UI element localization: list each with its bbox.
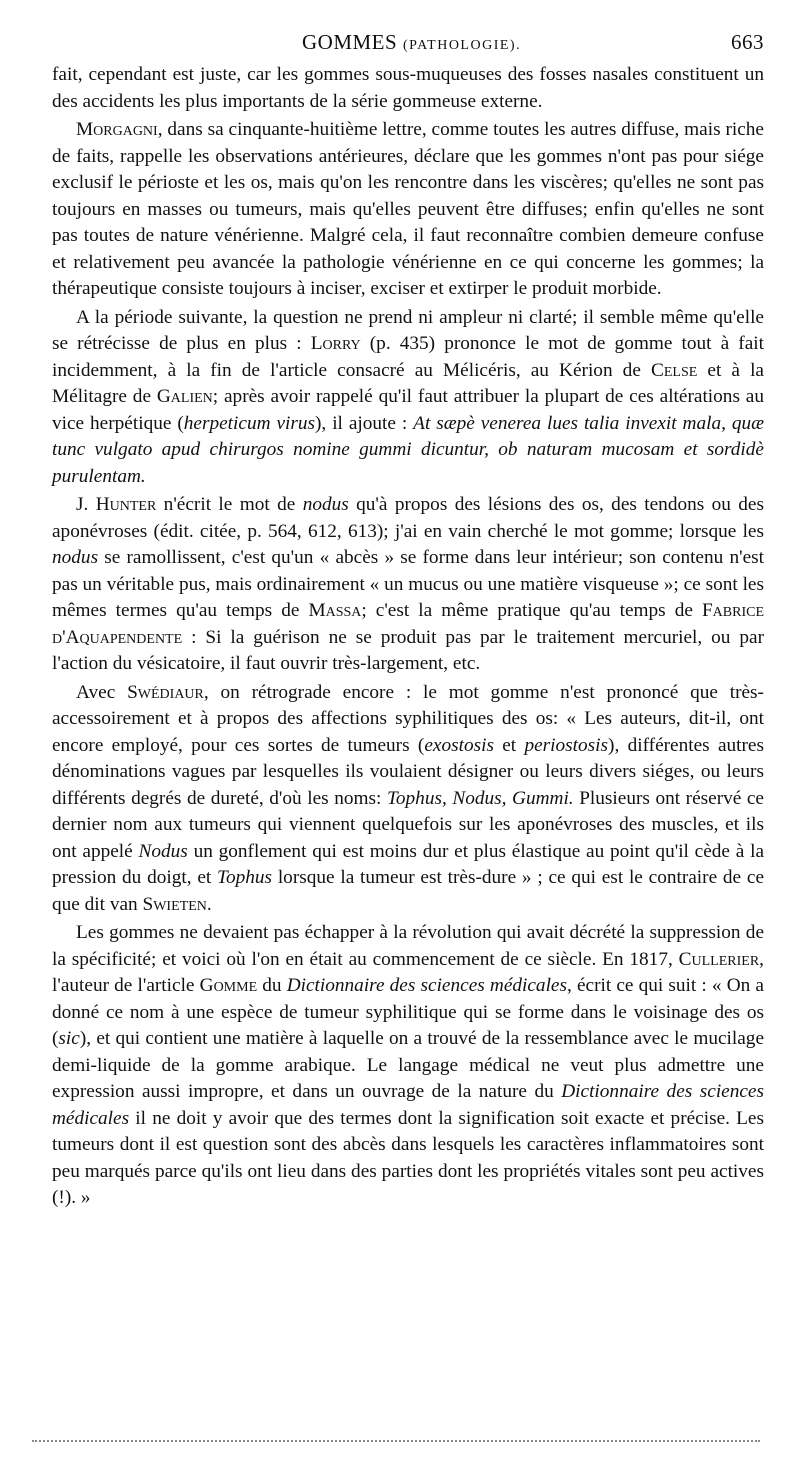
term-herpeticum-virus: herpeticum virus [183,412,316,434]
term-nodus: Nodus [138,840,188,862]
author-fabrice: Fabrice d'Aquapendente [52,600,764,648]
term-periostosis: periostosis [524,734,609,756]
p4-text-e: : Si la guérison ne se produit pas par le traitement mercuriel, ou par l'action du vésicatoire, il faut ouvrir très-largement, etc. [52,626,764,674]
author-swieten: Swieten [142,893,207,915]
p6-text-c: du [257,975,287,996]
p6-text-e: ), et qui contient une matière à laquelle on a trouvé de la ressemblance avec le mucilage demi-liquide de la gomme arabique. Le langage médical ne veut plus admettre une expression aussi impropre, et dans un ouvrage de la nature du [52,1028,764,1102]
author-lorry: Lorry [310,333,361,354]
p3-text-a: A la période suivante, la question ne prend ni ampleur ni clarté; il semble même qu'elle se rétrécisse de plus en plus : [52,306,764,354]
p5-text-e: Plusieurs ont réservé ce dernier nom aux tumeurs qui viennent quelquefois sur les aponévroses des muscles, et ils ont appelé [52,787,764,862]
p4-text-c: se ramollissent, c'est qu'un « abcès » se forme dans leur intérieur; son contenu n'est pas un véritable pus, mais ordinairement « un mucus ou une matière visqueuse »; ce sont les mêmes termes qu'au temps de [52,547,764,621]
paragraph-4 [52,492,764,678]
p5-text-f: un gonflement qui est moins dur et plus élastique au point qu'il cède à la pression du doigt, et [52,840,764,888]
running-header [52,30,764,56]
page-body [52,62,764,1214]
p3-text-e: ), il ajoute : [315,412,414,434]
p6-text-a: Les gommes ne devaient pas échapper à la révolution qui avait décrété la suppression de la spécificité; et voici où l'on en était au commencement de ce siècle. En 1817, [52,922,764,970]
author-swediaur: Swédiaur [127,681,204,703]
p6-text-d: , écrit ce qui suit : « On a donné ce nom à une espèce de tumeur syphilitique qui se forme dans le voisinage des os ( [52,975,764,1049]
p4-text-d: ; c'est la même pratique qu'au temps de [361,600,702,621]
term-sic: sic [58,1028,80,1049]
p2-text: , dans sa cinquante-huitième lettre, comme toutes les autres diffuse, mais riche de faits, rappelle les observations antérieures, déclare que les gommes n'ont pas pour siége exclusif le périoste et les os, mais qu'on les rencontre dans les viscères; qu'elles ne sont pas toujours en masses ou tumeurs, mais qu'elles peuvent être diffuses; enfin qu'elles ne sont pas toutes de nature vénérienne. Malgré cela, il faut reconnaître combien demeure confuse et relativement peu avancée la pathologie vénérienne en ce qui concerne les gommes; la thérapeutique consiste toujours à inciser, exciser et extirper le produit morbide. [52,119,764,299]
p6-text-b: , l'auteur de l'article [52,948,764,996]
author-cullerier: Cullerier [678,948,760,970]
p6-text-f: il ne doit y avoir que des termes dont la signification soit exacte et précise. Les tumeurs dont il est question sont des abcès dans lesquels les caractères inflammatoires sont peu marqués parce qu'ils ont lieu dans des parties dont les propriétés vitales sont peu actives (!). » [52,1107,764,1208]
p5-text-h: . [206,893,212,915]
article-gomme: Gomme [199,975,258,996]
p5-text-g: lorsque la tumeur est très-dure » ; ce qui est le contraire de ce que dit van [52,867,765,915]
p1-text: fait, cependant est juste, car les gommes sous-muqueuses des fosses nasales constituent un des accidents les plus importants de la série gommeuse externe. [52,64,764,112]
term-nodus: nodus [52,547,99,568]
paragraph-6 [52,920,764,1212]
term-tophus: Tophus [217,867,273,888]
author-celse: Celse [650,359,698,381]
footer-dotted-rule [32,1440,760,1442]
p3-text-d: ; après avoir rappelé qu'il faut attribuer la plupart de ces altérations au vice herpétique ( [52,386,764,434]
p5-text-c: et [493,734,525,756]
term-names: Tophus, Nodus, Gummi. [386,787,574,809]
p3-text-b: (p. 435) prononce le mot de gomme tout à fait incidemment, à la fin de l'article consacré au Mélicéris, au Kérion de [52,333,764,381]
header-title-text: GOMMES [302,30,398,54]
author-morgagni: Morgagni [76,119,158,140]
p5-text-a: Avec [76,681,128,703]
page-number: 663 [731,30,764,54]
author-massa: Massa [308,600,362,621]
header-title [302,30,521,55]
paragraph-3 [52,305,764,491]
term-nodus: nodus [302,494,349,515]
p3-text-c: et à la Mélitagre de [52,359,764,407]
p4-text-a: n'écrit le mot de [156,494,303,515]
term-exostosis: exostosis [424,734,494,756]
author-hunter: J. Hunter [76,494,157,515]
paragraph-2 [52,117,764,303]
p5-text-d: ), différentes autres dénominations vagues par lesquelles ils voulaient désigner ou leurs divers siéges, ou leurs différents degrés de dureté, d'où les noms: [52,734,764,809]
title-dictionnaire: Dictionnaire des sciences médicales [286,975,567,996]
paragraph-1 [52,62,764,115]
header-subtitle: (PATHOLOGIE). [402,38,522,53]
latin-quotation: At sæpè venerea lues talia invexit mala, quæ tunc vulgato apud chirurgos nomine gummi dicuntur, ob naturam mucosam et sordidè purulentam. [52,412,765,487]
title-dictionnaire: Dictionnaire des sciences médicales [52,1081,764,1129]
p4-text-b: qu'à propos des lésions des os, des tendons ou des aponévroses (édit. citée, p. 564, 612, 613); j'ai en vain cherché le mot gomme; lorsque les [52,494,764,542]
paragraph-5 [52,680,764,919]
p5-text-b: , on rétrograde encore : le mot gomme n'est prononcé que très-accessoirement et à propos des affections syphilitiques des os: « Les auteurs, dit-il, ont encore employé, pour ces sortes de tumeurs ( [52,681,764,756]
author-galien: Galien [156,386,213,407]
